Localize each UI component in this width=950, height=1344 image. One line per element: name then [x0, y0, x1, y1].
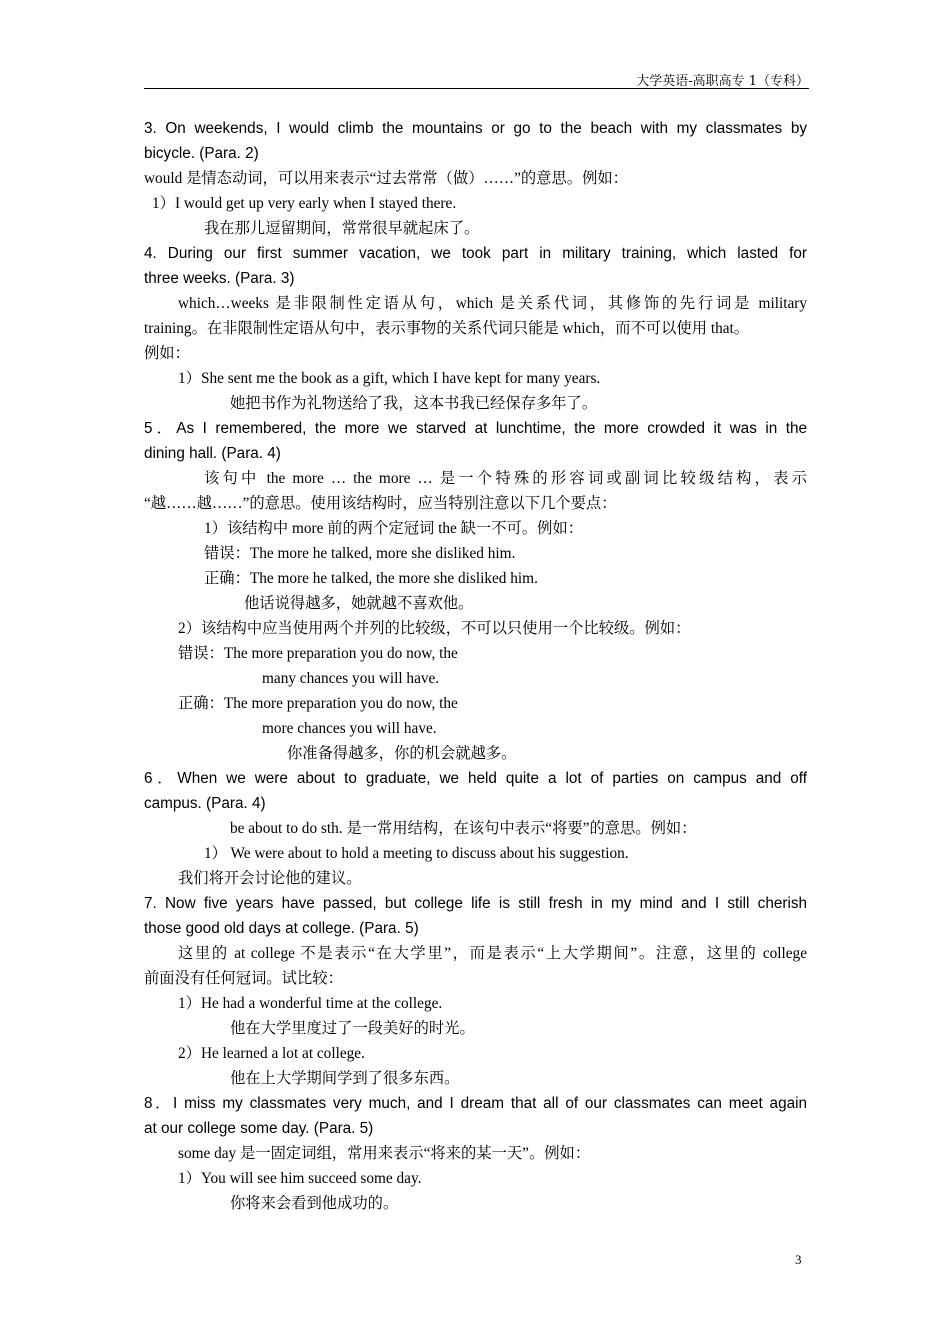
text-line: 该句中 the more … the more … 是一个特殊的形容词或副词比较级结构，表示: [204, 470, 807, 487]
text-line: some day 是一固定词组，常用来表示“将来的某一天”。例如：: [178, 1145, 591, 1162]
header-rule: [144, 88, 809, 89]
text-line: 6．When we were about to graduate, we held quite a lot of parties on campus and off: [144, 770, 807, 787]
text-line: many chances you will have.: [262, 670, 440, 687]
text-line: be about to do sth. 是一常用结构，在该句中表示“将要”的意思。例如：: [230, 820, 697, 837]
text-line: campus. (Para. 4): [144, 795, 266, 812]
text-line: 正确：The more preparation you do now, the: [178, 695, 458, 712]
text-line: 1）You will see him succeed some day.: [178, 1170, 422, 1187]
text-line: 1）He had a wonderful time at the college.: [178, 995, 443, 1012]
text-line: 5．As I remembered, the more we starved at lunchtime, the more crowded it was in the: [144, 420, 807, 437]
text-line: 例如：: [144, 345, 190, 362]
text-line: 这里的 at college 不是表示“在大学里”，而是表示“上大学期间”。注意，这里的 college: [178, 945, 807, 962]
text-line: 3. On weekends, I would climb the mountains or go to the beach with my classmates by: [144, 120, 807, 137]
text-line: 7. Now five years have passed, but college life is still fresh in my mind and I still cherish: [144, 895, 807, 912]
text-line: more chances you will have.: [262, 720, 437, 737]
text-line: dining hall. (Para. 4): [144, 445, 281, 462]
text-line: 1）该结构中 more 前的两个定冠词 the 缺一不可。例如：: [204, 520, 584, 537]
text-line: 错误：The more he talked, more she disliked him.: [204, 545, 516, 562]
text-line: which…weeks 是非限制性定语从句，which 是关系代词，其修饰的先行词是 military: [178, 295, 807, 312]
text-line: 他在大学里度过了一段美好的时光。: [230, 1020, 475, 1037]
text-line: 他在上大学期间学到了很多东西。: [230, 1070, 460, 1087]
running-header: 大学英语-高职高专 1（专科）: [636, 74, 809, 89]
text-line: would 是情态动词，可以用来表示“过去常常（做）……”的意思。例如：: [144, 170, 628, 187]
text-line: bicycle. (Para. 2): [144, 145, 259, 162]
text-line: 正确：The more he talked, the more she disliked him.: [204, 570, 538, 587]
text-line: training。在非限制性定语从句中，表示事物的关系代词只能是 which，而不可以使用 that。: [144, 320, 750, 337]
text-line: 1）She sent me the book as a gift, which I have kept for many years.: [178, 370, 601, 387]
text-line: 1） We were about to hold a meeting to discuss about his suggestion.: [204, 845, 629, 862]
text-line: 你将来会看到他成功的。: [230, 1195, 399, 1212]
text-line: 1）I would get up very early when I stayed there.: [152, 195, 457, 212]
page-body: [144, 116, 807, 1216]
text-line: 我在那儿逗留期间，常常很早就起床了。: [204, 220, 480, 237]
text-line: 他话说得越多，她就越不喜欢他。: [244, 595, 474, 612]
text-line: 你准备得越多，你的机会就越多。: [287, 745, 517, 762]
text-line: three weeks. (Para. 3): [144, 270, 295, 287]
page-number: 3: [795, 1252, 802, 1267]
text-line: at our college some day. (Para. 5): [144, 1120, 374, 1137]
text-line: those good old days at college. (Para. 5): [144, 920, 419, 937]
text-line: 我们将开会讨论他的建议。: [178, 870, 362, 887]
text-line: 2）He learned a lot at college.: [178, 1045, 365, 1062]
text-line: 错误：The more preparation you do now, the: [178, 645, 458, 662]
text-line: 她把书作为礼物送给了我，这本书我已经保存多年了。: [230, 395, 598, 412]
text-line: 前面没有任何冠词。试比较：: [144, 970, 343, 987]
text-line: 8．I miss my classmates very much, and I dream that all of our classmates can meet again: [144, 1095, 807, 1112]
text-line: “越……越……”的意思。使用该结构时，应当特别注意以下几个要点：: [144, 495, 617, 512]
text-line: 2）该结构中应当使用两个并列的比较级，不可以只使用一个比较级。例如：: [178, 620, 691, 637]
text-line: 4. During our first summer vacation, we took part in military training, which lasted for: [144, 245, 807, 262]
